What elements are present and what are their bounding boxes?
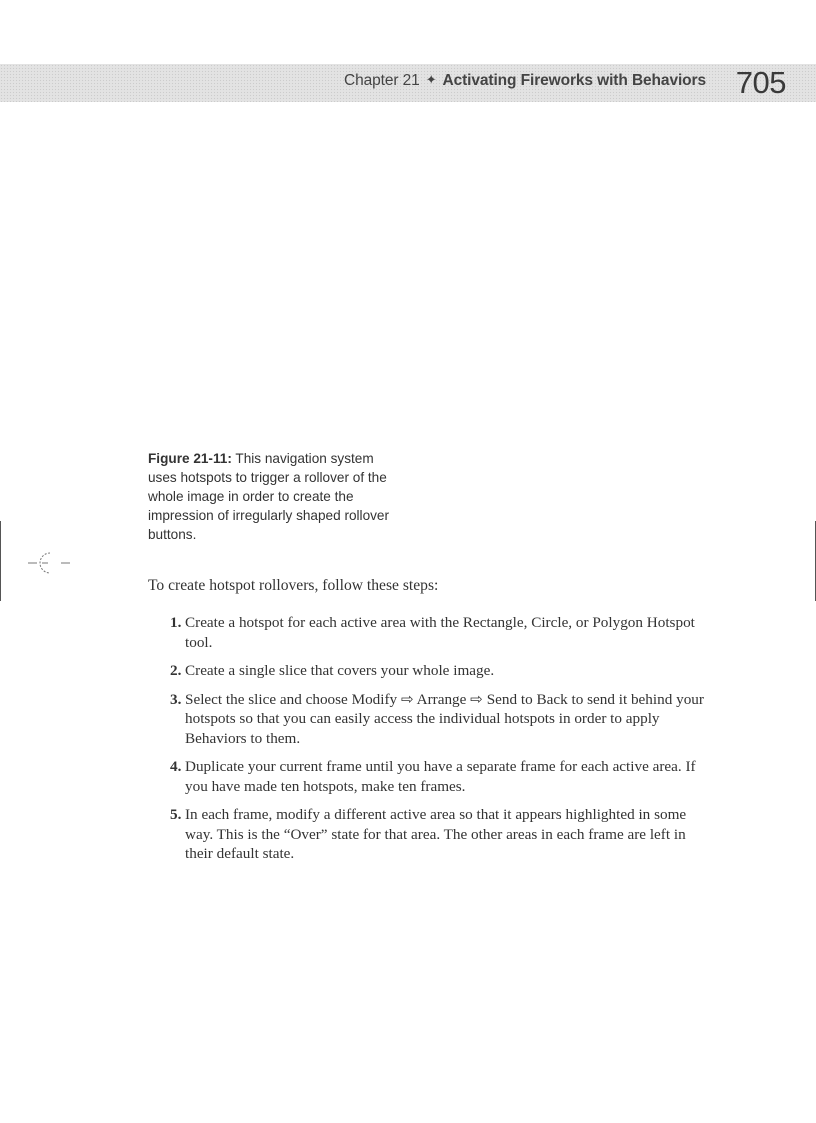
step-number: 3. [170, 690, 182, 708]
chapter-title: Activating Fireworks with Behaviors [442, 72, 706, 89]
list-item [170, 661, 715, 681]
step-number: 4. [170, 758, 182, 775]
step-text: Select the slice and choose Modify ⇨ Arrange ⇨ Send to Back to send it behind your hotspots so that you can easily access the individual hotspots in order to apply Behaviors to them. [185, 690, 704, 747]
figure-caption [148, 449, 398, 544]
step-text: Create a single slice that covers your whole image. [185, 662, 495, 679]
figure-label: Figure 21-11: [148, 451, 232, 466]
step-number: 5. [170, 806, 182, 823]
step-number: 1. [170, 614, 182, 631]
left-margin-rule [0, 521, 1, 601]
chapter-label: Chapter 21 [343, 72, 420, 89]
step-text: Create a hotspot for each active area with the Rectangle, Circle, or Polygon Hotspot tool. [185, 614, 695, 651]
running-header [344, 72, 706, 90]
steps-list [170, 613, 715, 873]
list-item [170, 613, 715, 652]
header-separator: ✦ [425, 72, 437, 87]
step-number: 2. [170, 662, 182, 679]
intro-paragraph: To create hotspot rollovers, follow these steps: [148, 577, 439, 594]
list-item [170, 757, 715, 796]
step-text: In each frame, modify a different active area so that it appears highlighted in some way. This is the “Over” state for that area. The other areas in each frame are left in their default state. [185, 806, 687, 862]
step-text: Duplicate your current frame until you have a separate frame for each active area. If you have made ten hotspots, make ten frames. [185, 758, 696, 795]
figure-caption-text: This navigation system uses hotspots to trigger a rollover of the whole image in order to create the impression of irregularly shaped rollover buttons. [148, 451, 390, 542]
list-item [170, 690, 715, 749]
registration-mark-icon [28, 550, 72, 576]
page-number: 705 [735, 65, 786, 100]
list-item [170, 805, 715, 864]
